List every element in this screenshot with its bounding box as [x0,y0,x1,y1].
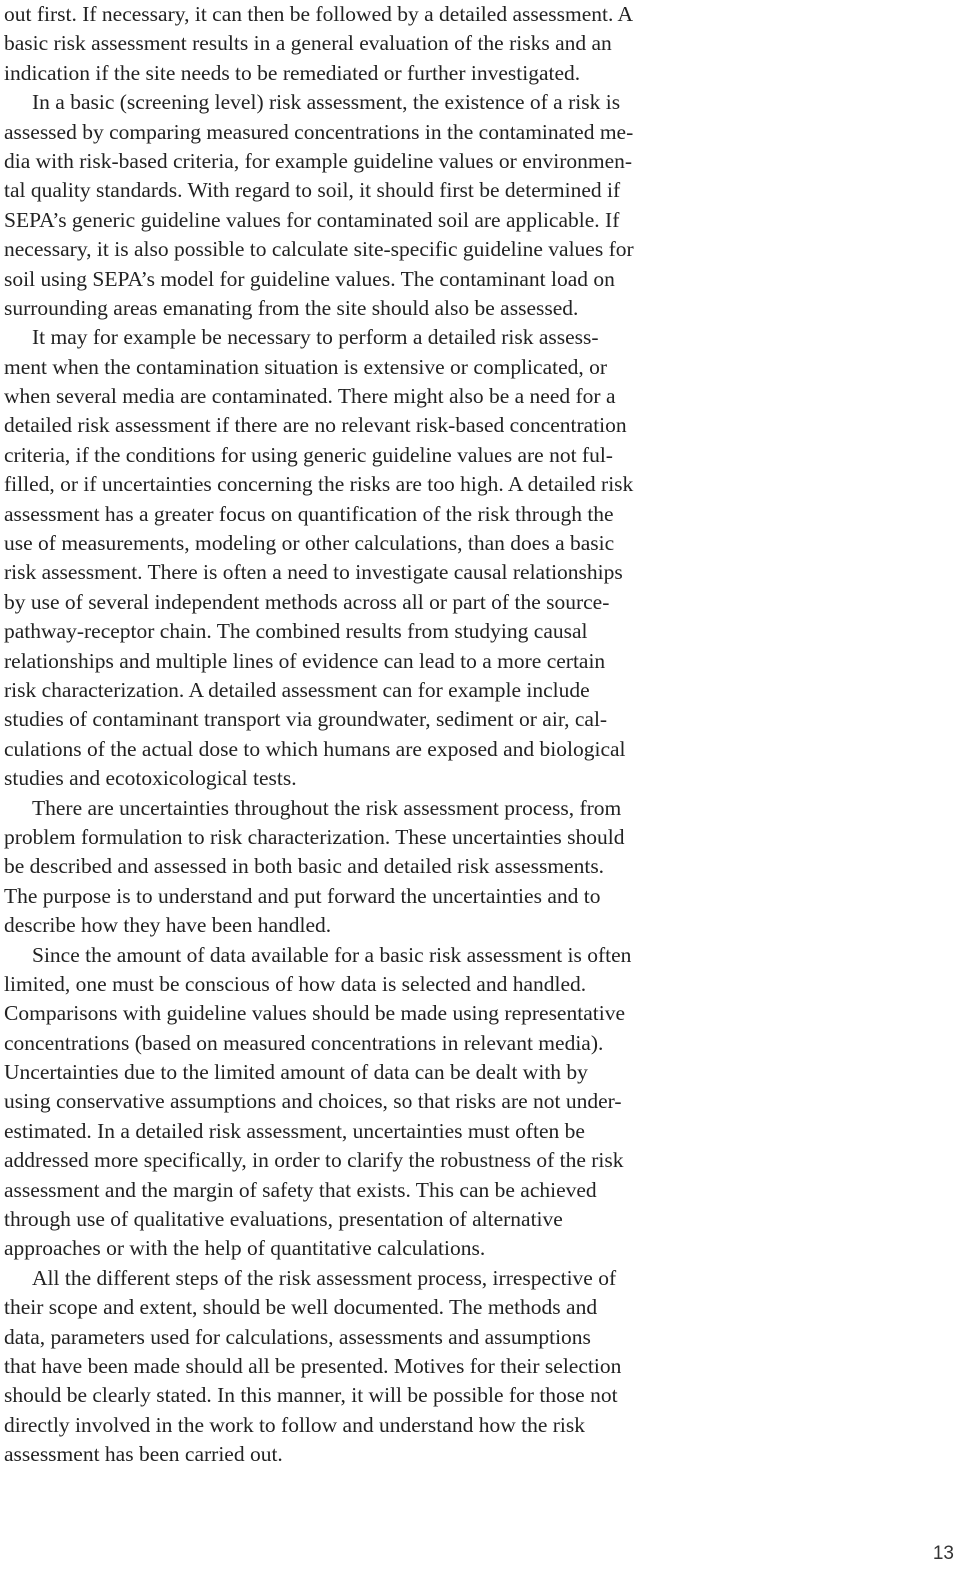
text-line: use of measurements, modeling or other calculations, than does a basic [4,531,615,556]
text-line: should be clearly stated. In this manner, it will be possible for those not [4,1383,618,1408]
text-line: pathway-receptor chain. The combined results from studying causal [4,619,588,644]
text-line: soil using SEPA’s model for guideline values. The contaminant load on [4,266,615,291]
text-line: risk characterization. A detailed assessment can for example include [4,677,590,702]
paragraph-first-line: There are uncertainties throughout the risk assessment process, from [32,795,622,820]
text-line: data, parameters used for calculations, assessments and assumptions [4,1324,591,1349]
text-line: out first. If necessary, it can then be followed by a detailed assessment. A [4,2,634,26]
paragraph-first-line: Since the amount of data available for a basic risk assessment is often [32,942,632,967]
text-line: assessment has been carried out. [4,1442,283,1467]
text-line: estimated. In a detailed risk assessment, uncertainties must often be [4,1118,585,1143]
text-line: directly involved in the work to follow and understand how the risk [4,1412,585,1437]
text-line: describe how they have been handled. [4,913,332,938]
text-line: tal quality standards. With regard to soil, it should first be determined if [4,178,621,203]
text-line: SEPA’s generic guideline values for contaminated soil are applicable. If [4,207,620,232]
text-line: Comparisons with guideline values should be made using representative [4,1001,625,1026]
text-line: culations of the actual dose to which humans are exposed and biological [4,736,626,761]
text-line: assessment and the margin of safety that exists. This can be achieved [4,1177,597,1202]
text-line: risk assessment. There is often a need to investigate causal relationships [4,560,623,585]
text-line: through use of qualitative evaluations, presentation of alternative [4,1207,563,1232]
text-line: assessment has a greater focus on quantification of the risk through the [4,501,614,526]
paragraph-first-line: It may for example be necessary to perform a detailed risk assess- [32,325,599,350]
text-line: concentrations (based on measured concentrations in relevant media). [4,1030,604,1055]
text-line: approaches or with the help of quantitative calculations. [4,1236,486,1261]
text-line: ment when the contamination situation is extensive or complicated, or [4,354,608,379]
text-line: studies and ecotoxicological tests. [4,766,297,791]
text-line: be described and assessed in both basic and detailed risk assessments. [4,854,605,879]
text-line: filled, or if uncertainties concerning the risks are too high. A detailed risk [4,472,634,497]
text-line: Uncertainties due to the limited amount of data can be dealt with by [4,1060,588,1085]
text-line: dia with risk-based criteria, for example guideline values or environmen- [4,148,633,173]
text-line: studies of contaminant transport via groundwater, sediment or air, cal- [4,707,608,732]
text-line: detailed risk assessment if there are no relevant risk-based concentration [4,413,627,438]
text-line: problem formulation to risk characterization. These uncertainties should [4,824,625,849]
page-number: 13 [932,1543,954,1564]
body-text [4,0,704,1470]
text-line: relationships and multiple lines of evidence can lead to a more certain [4,648,606,673]
text-line: The purpose is to understand and put forward the uncertainties and to [4,883,601,908]
text-line: assessed by comparing measured concentrations in the contaminated me- [4,119,634,144]
text-line: necessary, it is also possible to calculate site-specific guideline values for [4,237,634,262]
text-line: when several media are contaminated. There might also be a need for a [4,384,616,409]
text-line: that have been made should all be presented. Motives for their selection [4,1353,622,1378]
text-line: their scope and extent, should be well documented. The methods and [4,1295,598,1320]
text-line: criteria, if the conditions for using generic guideline values are not ful- [4,442,613,467]
text-line: addressed more specifically, in order to clarify the robustness of the risk [4,1148,624,1173]
text-line: surrounding areas emanating from the site should also be assessed. [4,295,579,320]
paragraph-first-line: In a basic (screening level) risk assessment, the existence of a risk is [32,90,621,115]
text-line: basic risk assessment results in a general evaluation of the risks and an [4,31,612,56]
text-line: using conservative assumptions and choices, so that risks are not under- [4,1089,622,1114]
text-line: indication if the site needs to be remediated or further investigated. [4,60,581,85]
text-line: by use of several independent methods across all or part of the source- [4,589,610,614]
text-line: limited, one must be conscious of how data is selected and handled. [4,971,587,996]
paragraph-first-line: All the different steps of the risk assessment process, irrespective of [32,1265,617,1290]
